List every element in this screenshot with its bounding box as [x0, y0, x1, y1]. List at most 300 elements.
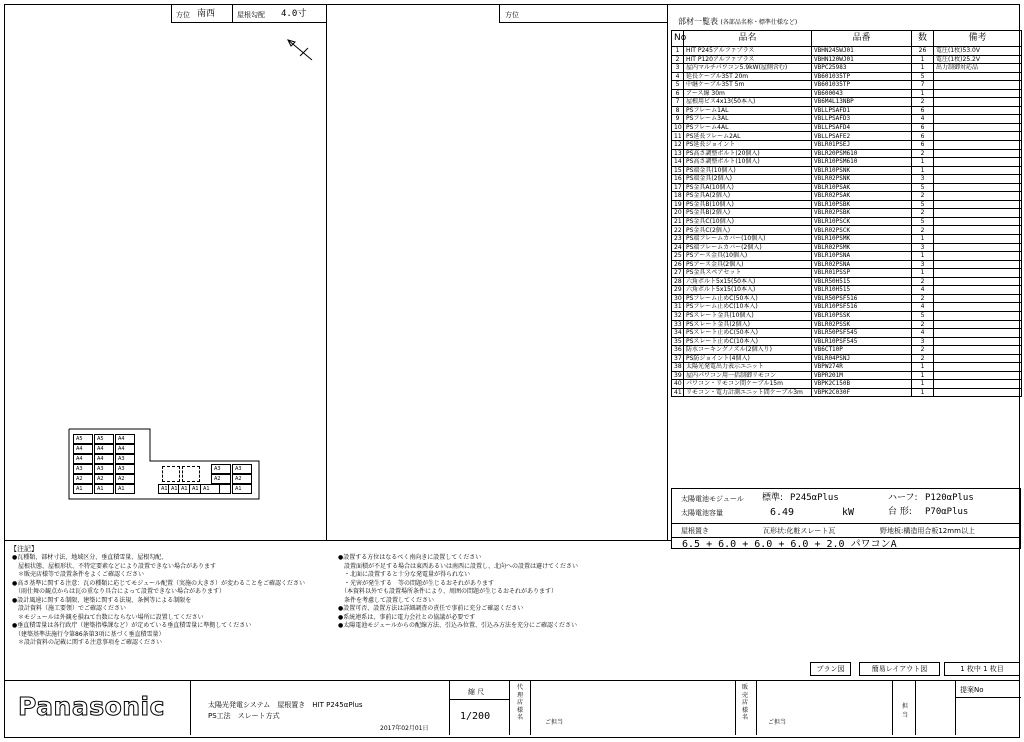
module-label: 太陽電池モジュール — [681, 495, 744, 503]
layout-label: 簡易レイアウト図 — [859, 662, 940, 676]
module-cell: A3 — [232, 464, 252, 474]
row-partno: VB6M4L13NBP — [812, 98, 912, 107]
table-row — [672, 252, 1022, 261]
module-cell: A1 — [168, 484, 188, 494]
row-name: 中継ケーブル35T 5m — [684, 81, 812, 90]
divider — [915, 681, 916, 735]
row-qty: 5 — [912, 183, 934, 192]
note-line: （建築基準法施行令第86条第3項に基づく垂直積雪量） — [12, 630, 165, 638]
divider — [449, 681, 450, 735]
row-remarks — [934, 252, 1022, 261]
module-cell: A2 — [94, 474, 114, 484]
row-remarks — [934, 209, 1022, 218]
row-name: PS金具A(10個入) — [684, 183, 812, 192]
row-no: 2 — [672, 55, 684, 64]
module-cell: A3 — [115, 454, 135, 464]
scale-label: 縮 尺 — [468, 688, 485, 696]
row-qty: 4 — [912, 303, 934, 312]
row-name: PSスレート止めC(50本入) — [684, 329, 812, 338]
row-no: 5 — [672, 81, 684, 90]
divider — [671, 523, 1021, 524]
row-name: 六角ボルト5x15(10本入) — [684, 286, 812, 295]
module-cell: A2 — [115, 474, 135, 484]
row-name: PSアース金具(2個入) — [684, 260, 812, 269]
row-no: 8 — [672, 106, 684, 115]
row-qty: 5 — [912, 200, 934, 209]
row-no: 20 — [672, 209, 684, 218]
note-line: ・北面に設置すると十分な発電量が得られない — [338, 571, 471, 578]
scale-value: 1/200 — [460, 711, 491, 722]
row-qty: 1 — [912, 89, 934, 98]
note-line: （本資料以外でも設置場所条件により、周囲の問題が生じるおそれがあります） — [338, 588, 558, 595]
row-no: 24 — [672, 243, 684, 252]
brand-logo: Panasonic — [18, 692, 165, 721]
orientation-value: 南西 — [197, 9, 216, 19]
row-no: 22 — [672, 226, 684, 235]
row-name: PSスレート金具(10個入) — [684, 311, 812, 320]
row-remarks — [934, 149, 1022, 158]
parts-table — [671, 30, 1022, 397]
row-no: 36 — [672, 346, 684, 355]
row-name: アース線 30m — [684, 89, 812, 98]
module-cell: A2 — [211, 474, 231, 484]
row-name: 屋根用ビス4x13(50本入) — [684, 98, 812, 107]
row-no: 19 — [672, 200, 684, 209]
row-no: 17 — [672, 183, 684, 192]
capacity-label: 太陽電池容量 — [681, 509, 723, 517]
row-partno: VBLLPSAFD4 — [812, 123, 912, 132]
row-partno: VBLR01PSSP — [812, 269, 912, 278]
row-name: PS金具C(10個入) — [684, 217, 812, 226]
note-line: ＊設計資料の記載に関する注意事項をご確認ください — [12, 639, 163, 646]
row-no: 41 — [672, 388, 684, 397]
row-qty: 2 — [912, 320, 934, 329]
row-partno: VBLR10PSF516 — [812, 303, 912, 312]
row-no: 32 — [672, 311, 684, 320]
row-name: 六角ボルト5x15(50本入) — [684, 277, 812, 286]
half-label: ハーフ: — [888, 493, 918, 503]
plan-label: プラン図 — [810, 662, 851, 676]
row-name: パワコン・リモコン間ケーブル15m — [684, 380, 812, 389]
table-row — [672, 286, 1022, 295]
divider — [4, 680, 1020, 681]
string-formula: 6.5 + 6.0 + 6.0 + 6.0 + 2.0 パワコンA — [682, 539, 897, 550]
module-cell: A2 — [73, 474, 93, 484]
divider — [171, 4, 172, 22]
note-line: 条件を考慮して設置してください — [338, 596, 435, 604]
person-label: 担当 — [902, 703, 909, 719]
standard-value: P245αPlus — [790, 493, 839, 503]
row-remarks — [934, 346, 1022, 355]
table-row — [672, 277, 1022, 286]
row-remarks — [934, 311, 1022, 320]
table-row — [672, 371, 1022, 380]
row-partno: VBLR10PSBK — [812, 200, 912, 209]
module-cell: A1 — [73, 484, 93, 494]
row-partno: VBLR02PSNA — [812, 260, 912, 269]
row-no: 9 — [672, 115, 684, 124]
row-remarks — [934, 200, 1022, 209]
note-line: ●太陽電池モジュールからの配線方法、引込み位置、引込み方法を充分にご確認ください — [338, 622, 577, 629]
divider — [892, 681, 893, 735]
note-line: ●瓦種類、部材寸法、地域区分、垂直積雪量、屋根勾配、 — [12, 554, 168, 561]
method: PS工法 スレート方式 — [208, 712, 280, 720]
table-row — [672, 55, 1022, 64]
row-no: 40 — [672, 380, 684, 389]
row-qty: 1 — [912, 158, 934, 167]
row-partno: VBLR50H515 — [812, 277, 912, 286]
divider — [4, 540, 671, 541]
row-qty: 6 — [912, 106, 934, 115]
row-remarks — [934, 72, 1022, 81]
orientation-label: 方位 — [176, 11, 190, 19]
module-cell: A4 — [115, 434, 135, 444]
table-row — [672, 226, 1022, 235]
row-qty: 26 — [912, 47, 934, 56]
row-no: 27 — [672, 269, 684, 278]
row-qty: 3 — [912, 260, 934, 269]
table-row — [672, 192, 1022, 201]
row-partno: VBLR10PSMK — [812, 235, 912, 244]
row-qty: 1 — [912, 269, 934, 278]
module-placeholder — [162, 466, 180, 482]
note-line: ＊販売店様等で設置条件をよくご確認ください — [12, 571, 145, 578]
row-remarks: 出力制御対応品 — [934, 64, 1022, 73]
row-no: 7 — [672, 98, 684, 107]
row-remarks — [934, 166, 1022, 175]
divider — [232, 4, 233, 22]
row-remarks — [934, 141, 1022, 150]
divider — [499, 4, 500, 22]
table-row — [672, 200, 1022, 209]
row-qty: 3 — [912, 175, 934, 184]
row-name: PS高さ調整ボルト(20個入) — [684, 149, 812, 158]
divider — [509, 681, 510, 735]
module-cell: A4 — [73, 454, 93, 464]
row-name: PS端金具(2個入) — [684, 175, 812, 184]
row-partno: VBLLPSAFD1 — [812, 106, 912, 115]
row-no: 16 — [672, 175, 684, 184]
dealer-label: 販売店様名 — [742, 684, 749, 721]
row-partno: VBHN245WJ01 — [812, 47, 912, 56]
table-row — [672, 123, 1022, 132]
row-no: 30 — [672, 294, 684, 303]
row-qty: 6 — [912, 123, 934, 132]
row-partno: VBHN120WJ01 — [812, 55, 912, 64]
row-no: 11 — [672, 132, 684, 141]
row-qty: 1 — [912, 64, 934, 73]
row-no: 14 — [672, 158, 684, 167]
row-name: HIT P245アルファプラス — [684, 47, 812, 56]
table-row — [672, 380, 1022, 389]
module-cell: A4 — [94, 444, 114, 454]
row-remarks — [934, 183, 1022, 192]
module-cell: A3 — [73, 464, 93, 474]
row-partno: VBLR02PSAK — [812, 192, 912, 201]
table-row — [672, 175, 1022, 184]
divider — [171, 22, 326, 23]
table-row — [672, 141, 1022, 150]
note-line: ●設計風速に関する制限、建築に関する法規、条例等による制限を — [12, 596, 192, 604]
table-row — [672, 81, 1022, 90]
parts-title — [678, 17, 797, 27]
divider — [756, 681, 757, 735]
row-no: 26 — [672, 260, 684, 269]
col-partno: 品番 — [812, 31, 912, 47]
row-partno: VBLLPSAFD3 — [812, 115, 912, 124]
row-name: PS高さ調整ボルト(10個入) — [684, 158, 812, 167]
row-partno: VBLR10PSF545 — [812, 337, 912, 346]
table-header-row — [672, 31, 1022, 47]
row-partno: VBLR50PSF516 — [812, 294, 912, 303]
row-qty: 2 — [912, 346, 934, 355]
module-cell: A1 — [158, 484, 178, 494]
module-cell: A1 — [178, 484, 198, 494]
row-partno: VBLR02PSNK — [812, 175, 912, 184]
row-partno: VBPK2C150B — [812, 380, 912, 389]
row-remarks — [934, 337, 1022, 346]
module-cell: A5 — [94, 434, 114, 444]
row-name: HIT P120アルファプラス — [684, 55, 812, 64]
module-cell: A3 — [115, 464, 135, 474]
row-qty: 5 — [912, 72, 934, 81]
row-name: PSフレーム止めC(50本入) — [684, 294, 812, 303]
col-qty: 数 — [912, 31, 934, 47]
row-partno: VBLR50PSF545 — [812, 329, 912, 338]
row-remarks — [934, 132, 1022, 141]
row-remarks — [934, 371, 1022, 380]
row-name: リモコン・電力計測ユニット間ケーブル3m — [684, 388, 812, 397]
table-row — [672, 106, 1022, 115]
row-no: 4 — [672, 72, 684, 81]
row-qty: 2 — [912, 226, 934, 235]
row-qty: 4 — [912, 286, 934, 295]
note-line: 設計資料（施工要領）でご確認ください — [12, 605, 127, 612]
row-qty: 5 — [912, 217, 934, 226]
table-row — [672, 260, 1022, 269]
row-name: 防水コーキングノズル(2個入り) — [684, 346, 812, 355]
row-partno: VBLR20PSM610 — [812, 149, 912, 158]
table-row — [672, 149, 1022, 158]
row-remarks — [934, 354, 1022, 363]
row-no: 23 — [672, 235, 684, 244]
row-partno: VBLR02PSBK — [812, 209, 912, 218]
row-name: PSアース金具(10個入) — [684, 252, 812, 261]
divider — [955, 681, 956, 735]
table-row — [672, 209, 1022, 218]
table-row — [672, 98, 1022, 107]
row-remarks — [934, 192, 1022, 201]
row-qty: 3 — [912, 337, 934, 346]
row-partno: VBPR201M — [812, 371, 912, 380]
row-remarks: 電圧(1枚)25.2V — [934, 55, 1022, 64]
north-arrow-icon — [284, 36, 316, 64]
table-row — [672, 166, 1022, 175]
row-remarks — [934, 329, 1022, 338]
row-partno: VBLR04PSNJ — [812, 354, 912, 363]
row-qty: 4 — [912, 115, 934, 124]
row-no: 10 — [672, 123, 684, 132]
table-row — [672, 89, 1022, 98]
row-qty: 1 — [912, 166, 934, 175]
table-row — [672, 217, 1022, 226]
row-no: 39 — [672, 371, 684, 380]
row-no: 6 — [672, 89, 684, 98]
row-qty: 4 — [912, 329, 934, 338]
note-line: ●設置する方位はなるべく南向きに設置してください — [338, 554, 482, 561]
row-no: 34 — [672, 329, 684, 338]
table-row — [672, 311, 1022, 320]
row-partno: VBLR02PSSK — [812, 320, 912, 329]
row-qty: 3 — [912, 243, 934, 252]
note-line: ●設置可否、設置方法は詳細調査の責任で事前に充分ご確認ください — [338, 605, 524, 612]
module-cell: A2 — [232, 474, 252, 484]
row-name: 屋内マルチパワコン5.9kW(屋側含む) — [684, 64, 812, 73]
row-partno: VBLR02PSMK — [812, 243, 912, 252]
row-qty: 2 — [912, 192, 934, 201]
row-name: 屋内パワコン用一括制御リモコン — [684, 371, 812, 380]
row-qty: 2 — [912, 149, 934, 158]
row-remarks — [934, 243, 1022, 252]
row-name: PS防ジョイント(4個入) — [684, 354, 812, 363]
system-name: 太陽光発電システム 屋根置き HIT P245αPlus — [208, 701, 363, 709]
standard-label: 標準: — [762, 493, 784, 503]
row-qty: 2 — [912, 354, 934, 363]
module-cell: A1 — [232, 484, 252, 494]
stand-label: 台 形: — [888, 507, 912, 517]
row-remarks — [934, 217, 1022, 226]
table-row — [672, 158, 1022, 167]
row-qty: 7 — [912, 81, 934, 90]
row-partno: VBLR10PSAK — [812, 183, 912, 192]
row-qty: 1 — [912, 380, 934, 389]
table-row — [672, 64, 1022, 73]
row-partno: VBLLPSAFE2 — [812, 132, 912, 141]
agent-contact: ご担当 — [545, 719, 564, 726]
note-line: ●垂直積雪量は各行政庁（建築指導課など）が定めている垂直積雪量に準拠してください — [12, 622, 252, 629]
row-qty: 1 — [912, 363, 934, 372]
module-cell: A4 — [73, 444, 93, 454]
row-remarks — [934, 106, 1022, 115]
table-row — [672, 183, 1022, 192]
agent-label: 代理店様名 — [517, 684, 524, 721]
row-remarks — [934, 115, 1022, 124]
divider — [955, 697, 1021, 698]
row-partno: VBPW274R — [812, 363, 912, 372]
orientation-label-2: 方位 — [505, 11, 519, 19]
placement-label: 屋根置き — [681, 527, 709, 535]
row-partno: VBPK2C030F — [812, 388, 912, 397]
row-no: 1 — [672, 47, 684, 56]
module-cell: A5 — [73, 434, 93, 444]
row-qty: 1 — [912, 371, 934, 380]
row-name: PS端フレームカバー(10個入) — [684, 235, 812, 244]
sheet-count: 1 枚中 1 枚目 — [944, 662, 1020, 676]
divider — [449, 699, 509, 700]
row-no: 38 — [672, 363, 684, 372]
row-qty: 5 — [912, 311, 934, 320]
module-cell: A1 — [189, 484, 209, 494]
note-line: ＊モジュールは外観を損ねて台数にならない場所に設置してください — [12, 613, 204, 621]
table-row — [672, 346, 1022, 355]
row-no: 3 — [672, 64, 684, 73]
table-row — [672, 235, 1022, 244]
table-row — [672, 294, 1022, 303]
table-row — [672, 320, 1022, 329]
row-name: PS金具B(2個入) — [684, 209, 812, 218]
row-name: PSスレート金具(2個入) — [684, 320, 812, 329]
substrate-note: 野地板:構造用合板12mm以上 — [880, 527, 975, 535]
row-no: 31 — [672, 303, 684, 312]
row-partno: VB601035TP — [812, 72, 912, 81]
row-no: 21 — [672, 217, 684, 226]
row-remarks — [934, 320, 1022, 329]
table-row — [672, 243, 1022, 252]
dealer-contact: ご担当 — [768, 719, 787, 726]
row-name: PSフレーム3AL — [684, 115, 812, 124]
row-remarks — [934, 98, 1022, 107]
parts-title-note: (各部品名称・標準仕様など) — [720, 19, 798, 26]
capacity-value: 6.49 — [770, 507, 795, 518]
divider — [667, 4, 668, 540]
module-cell: A1 — [200, 484, 220, 494]
module-cell: A3 — [211, 464, 231, 474]
row-remarks: 電圧(1枚)53.0V — [934, 47, 1022, 56]
divider — [735, 681, 736, 735]
table-row — [672, 363, 1022, 372]
row-name: PS延長フレーム2AL — [684, 132, 812, 141]
module-cell: A4 — [115, 444, 135, 454]
row-qty: 1 — [912, 235, 934, 244]
pitch-value: 4.0寸 — [281, 9, 307, 19]
row-qty: 2 — [912, 294, 934, 303]
row-qty: 1 — [912, 388, 934, 397]
note-line: 屋根状態、屋根形状、不特定要素などにより設置できない場合があります — [12, 562, 217, 570]
parts-title-text: 部材一覧表 — [678, 17, 718, 26]
row-partno: VBLR01PSEJ — [812, 141, 912, 150]
date: 2017年02月01日 — [380, 725, 429, 732]
row-remarks — [934, 81, 1022, 90]
row-remarks — [934, 363, 1022, 372]
row-remarks — [934, 286, 1022, 295]
row-remarks — [934, 123, 1022, 132]
row-name: PSフレーム1AL — [684, 106, 812, 115]
divider — [671, 537, 1021, 538]
row-remarks — [934, 226, 1022, 235]
row-remarks — [934, 175, 1022, 184]
module-cell: A1 — [94, 484, 114, 494]
table-row — [672, 132, 1022, 141]
row-partno: VBLR10PSNK — [812, 166, 912, 175]
note-line: ●高さ基準に関する注意：瓦の種類に応じてモジュール配置（実施の大きさ）が変わることをご確認ください — [12, 579, 305, 587]
row-remarks — [934, 235, 1022, 244]
row-remarks — [934, 158, 1022, 167]
row-name: PS金具B(10個入) — [684, 200, 812, 209]
row-qty: 6 — [912, 132, 934, 141]
row-qty: 2 — [912, 277, 934, 286]
table-row — [672, 269, 1022, 278]
note-line: （雨仕舞の観点からは瓦の重なり具合によって設置できない場合があります） — [12, 588, 226, 595]
row-no: 12 — [672, 141, 684, 150]
pitch-label: 屋根勾配 — [237, 11, 265, 19]
row-name: PSスレート止めC(10本入) — [684, 337, 812, 346]
row-partno: VB601035TP — [812, 81, 912, 90]
col-name: 品名 — [684, 31, 812, 47]
row-name: PS金具A(2個入) — [684, 192, 812, 201]
module-cell: A3 — [94, 464, 114, 474]
row-no: 15 — [672, 166, 684, 175]
divider — [499, 22, 667, 23]
